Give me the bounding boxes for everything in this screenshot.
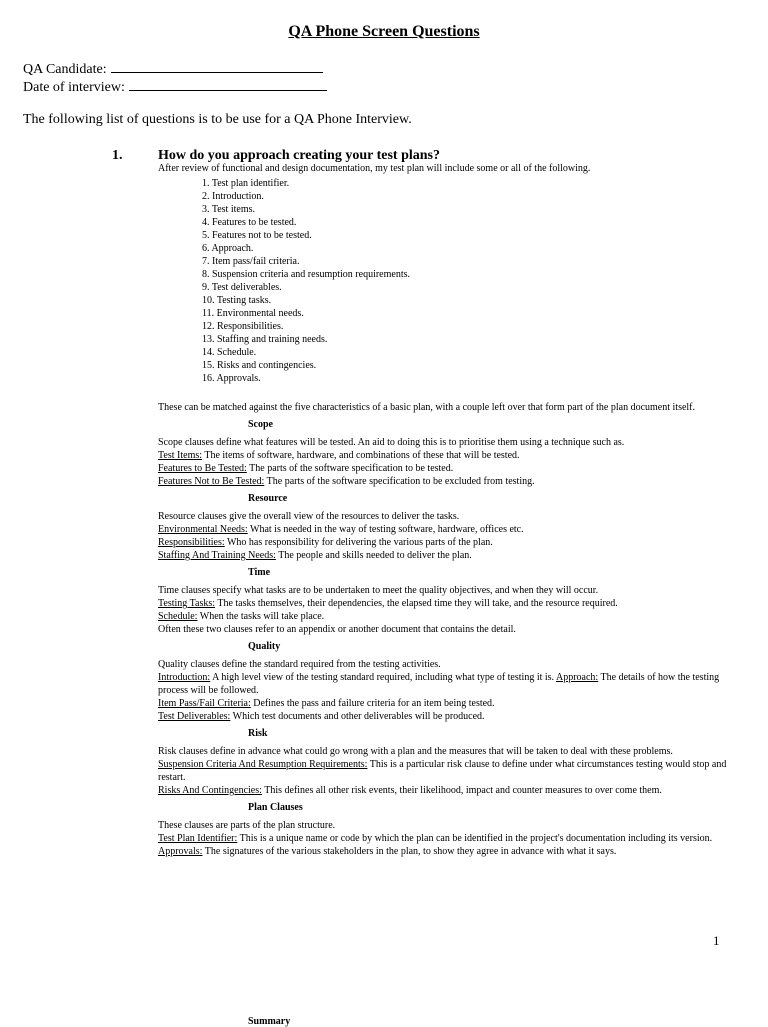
- resource-def-1: Environmental Needs: What is needed in the way of testing software, hardware, offices etc.: [158, 524, 524, 535]
- plan-text: These clauses are parts of the plan structure.: [158, 820, 336, 831]
- test-plan-item: 11. Environmental needs.: [202, 308, 304, 319]
- time-def-2: Schedule: When the tasks will take place.: [158, 611, 325, 622]
- question-lead-text: After review of functional and design documentation, my test plan will include some or all of the following.: [158, 163, 591, 174]
- risk-text: Risk clauses define in advance what could go wrong with a plan and the measures that will be taken to deal with these problems.: [158, 746, 673, 757]
- document-title: QA Phone Screen Questions: [288, 23, 480, 40]
- date-label: Date of interview:: [23, 80, 125, 95]
- time-text: Time clauses specify what tasks are to be undertaken to meet the quality objectives, and when they will occur.: [158, 585, 599, 596]
- test-plan-item: 7. Item pass/fail criteria.: [202, 256, 300, 267]
- test-plan-item: 2. Introduction.: [202, 191, 264, 202]
- page-number: 1: [713, 933, 720, 948]
- candidate-label: QA Candidate:: [23, 62, 107, 77]
- section-heading-risk: Risk: [248, 728, 268, 739]
- quality-def-1: Introduction: A high level view of the testing standard required, including what type of testing it is. Approach: The details of how the testing process will be followed.: [158, 672, 720, 696]
- plan-def-2: Approvals: The signatures of the various stakeholders in the plan, to show they agree in advance with what it says.: [158, 846, 617, 857]
- test-plan-item: 3. Test items.: [202, 204, 256, 215]
- quality-def-2: Item Pass/Fail Criteria: Defines the pass and failure criteria for an item being tested.: [158, 698, 495, 709]
- test-plan-item: 8. Suspension criteria and resumption requirements.: [202, 269, 411, 280]
- test-plan-item: 15. Risks and contingencies.: [202, 360, 317, 371]
- time-note: Often these two clauses refer to an appendix or another document that contains the detail.: [158, 624, 516, 635]
- time-def-1: Testing Tasks: The tasks themselves, their dependencies, the elapsed time they will take, and the resource required.: [158, 598, 618, 609]
- resource-text: Resource clauses give the overall view of the resources to deliver the tasks.: [158, 511, 460, 522]
- scope-text: Scope clauses define what features will be tested. An aid to doing this is to prioritise them using a technique such as.: [158, 437, 625, 448]
- quality-text: Quality clauses define the standard required from the testing activities.: [158, 659, 441, 670]
- resource-def-2: Responsibilities: Who has responsibility for delivering the various parts of the plan.: [158, 537, 493, 548]
- test-plan-item: 14. Schedule.: [202, 347, 257, 358]
- quality-def-3: Test Deliverables: Which test documents and other deliverables will be produced.: [158, 711, 485, 722]
- test-plan-item: 6. Approach.: [202, 243, 254, 254]
- test-plan-item: 16. Approvals.: [202, 373, 261, 384]
- test-plan-item: 10. Testing tasks.: [202, 295, 272, 306]
- candidate-field: [23, 60, 323, 78]
- test-plan-item: 1. Test plan identifier.: [202, 178, 290, 189]
- section-heading-resource: Resource: [248, 493, 288, 504]
- intro-text: The following list of questions is to be use for a QA Phone Interview.: [23, 112, 412, 127]
- matched-paragraph: These can be matched against the five characteristics of a basic plan, with a couple left over that form part of the plan document itself.: [158, 402, 696, 413]
- section-heading-quality: Quality: [248, 641, 281, 652]
- test-plan-item: 13. Staffing and training needs.: [202, 334, 328, 345]
- question-number: 1.: [112, 148, 123, 163]
- test-plan-items-list: [202, 177, 410, 385]
- date-blank-line: [129, 78, 327, 91]
- test-plan-item: 5. Features not to be tested.: [202, 230, 312, 241]
- scope-def-2: Features to Be Tested: The parts of the software specification to be tested.: [158, 463, 454, 474]
- section-heading-plan-clauses: Plan Clauses: [248, 802, 303, 813]
- question-heading: [112, 148, 440, 164]
- document-body: [158, 401, 728, 858]
- date-field: [23, 78, 327, 96]
- candidate-blank-line: [111, 60, 323, 73]
- test-plan-item: 12. Responsibilities.: [202, 321, 284, 332]
- question-text: How do you approach creating your test plans?: [158, 148, 440, 163]
- plan-def-1: Test Plan Identifier: This is a unique name or code by which the plan can be identified in the project's documentation including its version.: [158, 833, 713, 844]
- scope-def-3: Features Not to Be Tested: The parts of the software specification to be excluded from testing.: [158, 476, 535, 487]
- scope-def-1: Test Items: The items of software, hardware, and combinations of these that will be tested.: [158, 450, 520, 461]
- risk-def-1: Suspension Criteria And Resumption Requirements: This is a particular risk clause to define under what circumstances testing would stop and restart.: [158, 759, 727, 783]
- section-heading-scope: Scope: [248, 419, 273, 430]
- next-page-heading: Summary: [248, 1016, 291, 1027]
- resource-def-3: Staffing And Training Needs: The people and skills needed to deliver the plan.: [158, 550, 472, 561]
- section-heading-time: Time: [248, 567, 271, 578]
- risk-def-2: Risks And Contingencies: This defines all other risk events, their likelihood, impact and counter measures to over come them.: [158, 785, 662, 796]
- test-plan-item: 9. Test deliverables.: [202, 282, 282, 293]
- test-plan-item: 4. Features to be tested.: [202, 217, 297, 228]
